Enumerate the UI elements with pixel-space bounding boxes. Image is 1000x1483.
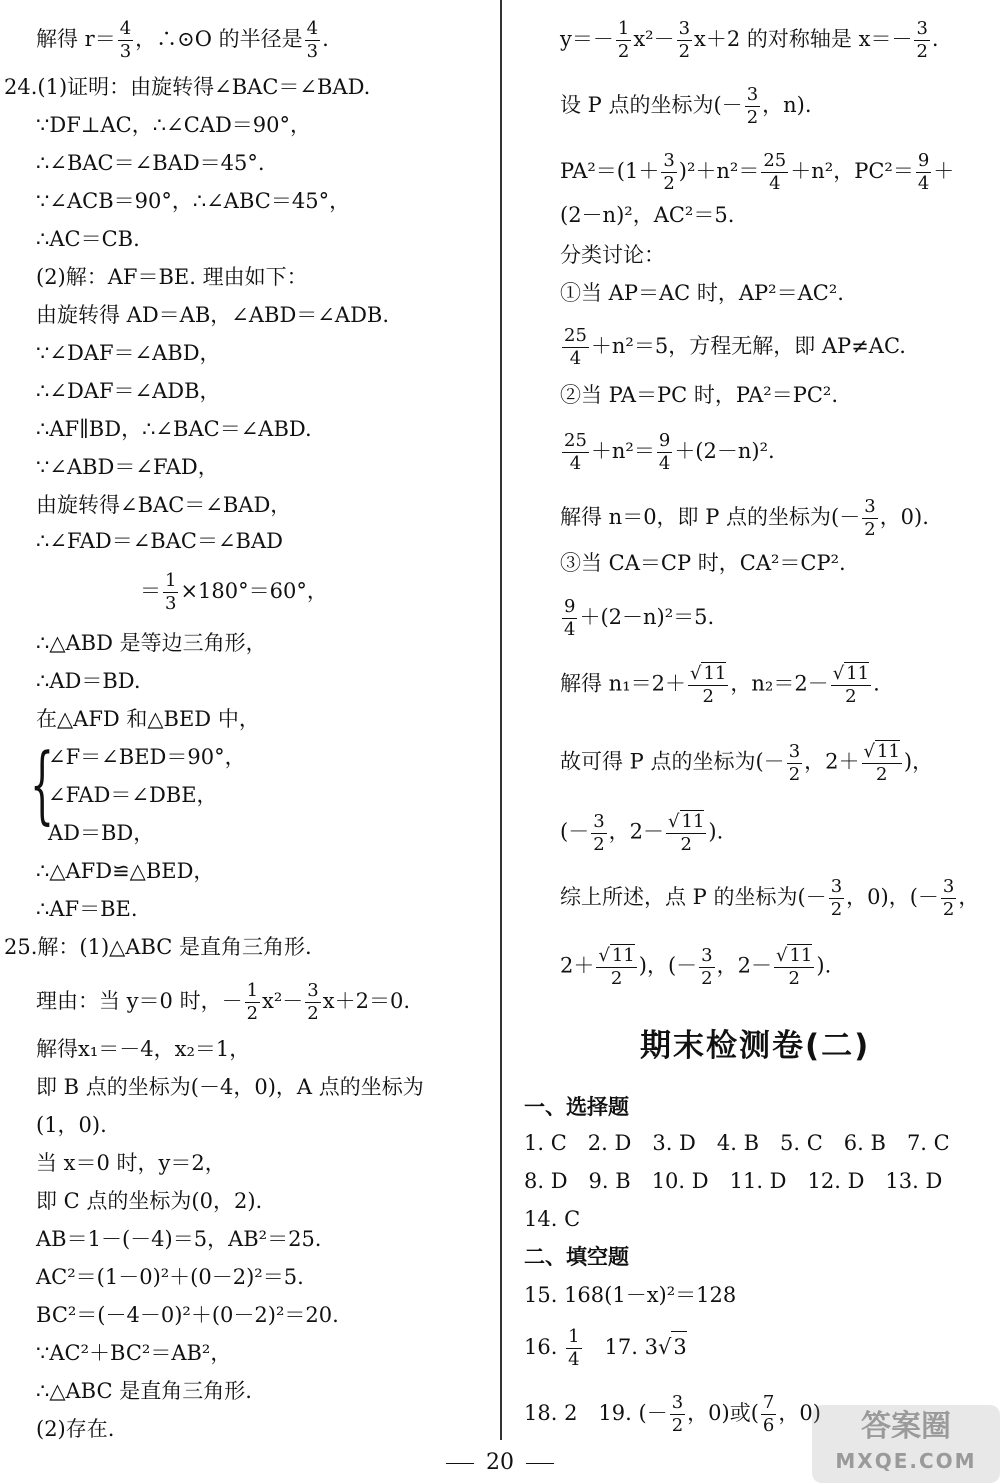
fraction: $\frac{1}{3}$ [165, 570, 177, 614]
fraction: $\frac{3}{2}$ [864, 496, 876, 540]
fraction: $\frac{3}{2}$ [942, 876, 955, 920]
fraction: $\frac{√ 11}{2}$ [689, 663, 727, 707]
solution-line: (－ $\frac{3}{2}$ ，2－ $\frac{√ 11}{2}$ ). [560, 810, 724, 855]
solution-line: y＝－ $\frac{1}{2}$ x²－ $\frac{3}{2}$ x＋2 的对称轴是 x＝－ $\frac{3}{2}$ . [560, 18, 939, 62]
solution-line: AB＝1－(－4)＝5，AB²＝25. [36, 1227, 322, 1251]
watermark-logo: 答案圈 MXQE.COM [812, 1405, 1000, 1483]
answer-line: 16. $\frac{1}{4}$ 17. 3√3 [524, 1326, 687, 1370]
solution-line: (2－n)²，AC²＝5. [560, 203, 735, 227]
solution-line: PA²＝(1＋ $\frac{3}{2}$ )²＋n²＝ $\frac{25}{4}$ ＋n²，PC²＝ $\frac{9}{4}$ ＋ [560, 150, 955, 194]
solution-line: ∴△AFD≌△BED， [36, 859, 215, 883]
solution-line: ∴AF∥BD，∴∠BAC＝∠ABD. [36, 417, 312, 441]
exam-title: 期末检测卷(二) [640, 1028, 871, 1064]
problem-25-heading: 25.解：(1)△ABC 是直角三角形. [4, 935, 312, 959]
answer-line: 8. D 9. B 10. D 11. D 12. D 13. D [524, 1169, 943, 1193]
column-divider [500, 0, 502, 1440]
solution-line: 综上所述，点 P 的坐标为(－ $\frac{3}{2}$ ，0)，(－ $\frac{3}{2}$ ， [560, 876, 980, 920]
solution-line: 即 B 点的坐标为(－4，0)，A 点的坐标为 [36, 1075, 424, 1099]
solution-line: 2＋ $\frac{√ 11}{2}$ )，(－ $\frac{3}{2}$ ，2－ $\frac{√ 11}{2}$ ). [560, 944, 832, 989]
answer-line: 15. 168(1－x)²＝128 [524, 1283, 737, 1307]
fraction: $\frac{3}{2}$ [701, 944, 713, 989]
text: 解得 r＝ [36, 27, 116, 51]
solution-line: (2)存在. [36, 1417, 115, 1441]
answer-line: 18. 2 19. (－ $\frac{3}{2}$ ，0)或( $\frac{7}{6}$ ，0) [524, 1392, 821, 1436]
solution-line: ∴∠BAC＝∠BAD＝45°. [36, 151, 265, 175]
fraction: $\frac{3}{2}$ [663, 150, 675, 194]
fraction: $\frac{25}{4}$ [564, 430, 587, 474]
solution-line: $\frac{25}{4}$ ＋n²＝5，方程无解，即 AP≠AC. [564, 325, 906, 369]
fraction: $\frac{3}{2}$ [746, 84, 759, 128]
fraction: $\frac{3}{2}$ [788, 740, 801, 785]
fraction: $\frac{1}{2}$ [246, 980, 259, 1024]
solution-line: 设 P 点的坐标为(－ $\frac{3}{2}$ ，n). [560, 84, 812, 128]
solution-line: ∵∠ACB＝90°，∴∠ABC＝45°， [36, 189, 351, 213]
fraction: $\frac{1}{4}$ [568, 1326, 580, 1370]
fraction: $\frac{√ 11}{2}$ [598, 945, 635, 989]
solution-line: ∵DF⊥AC，∴∠CAD＝90°， [36, 113, 311, 137]
fraction: $\frac{4}{3}$ [119, 18, 132, 62]
fraction: $\frac{3}{2}$ [916, 18, 928, 62]
solution-line: ∴AC＝CB. [36, 227, 140, 251]
solution-line: AC²＝(1－0)²＋(0－2)²＝5. [36, 1265, 304, 1289]
solution-line: $\frac{25}{4}$ ＋n²＝ $\frac{9}{4}$ ＋(2－n)². [564, 430, 775, 474]
solution-line: 当 x＝0 时，y＝2， [36, 1151, 226, 1175]
solution-line: 理由：当 y＝0 时，－ $\frac{1}{2}$ x²－ $\frac{3}{2}$ x＋2＝0. [36, 980, 410, 1024]
solution-line: (2)解：AF＝BE. 理由如下： [36, 265, 308, 289]
solution-line: ∠F＝∠BED＝90°， [48, 745, 246, 769]
solution-line: ∵∠DAF＝∠ABD， [36, 341, 221, 365]
fraction: $\frac{25}{4}$ [564, 325, 587, 369]
fraction: $\frac{25}{4}$ [763, 150, 787, 194]
fraction: $\frac{3}{2}$ [307, 980, 319, 1024]
solution-line: ②当 PA＝PC 时，PA²＝PC². [560, 383, 838, 407]
solution-line: ∠FAD＝∠DBE， [48, 783, 218, 807]
square-root: 3 [671, 1331, 686, 1362]
fraction: $\frac{1}{2}$ [617, 18, 630, 62]
fraction: $\frac{√ 11}{2}$ [832, 663, 870, 707]
solution-line: AD＝BD， [48, 821, 155, 845]
fraction: $\frac{3}{2}$ [830, 876, 843, 920]
solution-line: 解得 r＝ $\frac{4}{3}$ ，∴⊙O 的半径是 $\frac{4}{3}$ . [36, 18, 329, 62]
problem-24-heading: 24.(1)证明：由旋转得∠BAC＝∠BAD. [4, 75, 371, 99]
fraction: $\frac{√ 11}{2}$ [668, 811, 705, 855]
solution-line: 由旋转得 AD＝AB，∠ABD＝∠ADB. [36, 303, 390, 327]
solution-line: ∴AF＝BE. [36, 897, 138, 921]
fraction: $\frac{9}{4}$ [564, 596, 576, 640]
answer-line: 14. C [524, 1207, 581, 1231]
fraction: $\frac{√ 11}{2}$ [863, 741, 900, 785]
solution-line: ③当 CA＝CP 时，CA²＝CP². [560, 551, 846, 575]
page-number: 20 [430, 1450, 570, 1475]
solution-line: (1，0). [36, 1113, 107, 1137]
solution-line: ∵∠ABD＝∠FAD， [36, 455, 219, 479]
fraction: $\frac{√ 11}{2}$ [775, 945, 813, 989]
fraction: $\frac{9}{4}$ [658, 430, 671, 474]
solution-line: ∴∠FAD＝∠BAC＝∠BAD [36, 529, 283, 553]
fraction: $\frac{3}{2}$ [678, 18, 691, 62]
solution-line: 即 C 点的坐标为(0，2). [36, 1189, 263, 1213]
section-heading-fill: 二、填空题 [524, 1245, 629, 1269]
fraction: $\frac{4}{3}$ [306, 18, 319, 62]
solution-line: 故可得 P 点的坐标为(－ $\frac{3}{2}$ ，2＋ $\frac{√ 11}{2}$ )， [560, 740, 934, 785]
solution-line: ∴△ABC 是直角三角形. [36, 1379, 252, 1403]
solution-line: 在△AFD 和△BED 中， [36, 707, 260, 731]
solution-line: ∴△ABD 是等边三角形， [36, 631, 267, 655]
fraction: $\frac{3}{2}$ [593, 810, 605, 855]
solution-line: 解得 n＝0，即 P 点的坐标为(－ $\frac{3}{2}$ ，0). [560, 496, 929, 540]
fraction: $\frac{7}{6}$ [762, 1392, 775, 1436]
solution-line: ∵AC²＋BC²＝AB²， [36, 1341, 232, 1365]
solution-line: 分类讨论： [560, 243, 665, 267]
solution-line: 解得 n₁＝2＋ $\frac{√ 11}{2}$ ，n₂＝2－ $\frac{√ 11}{2}$ . [560, 663, 880, 707]
solution-line: ∴AD＝BD. [36, 669, 141, 693]
solution-line: ∴∠DAF＝∠ADB， [36, 379, 221, 403]
solution-line: BC²＝(－4－0)²＋(0－2)²＝20. [36, 1303, 339, 1327]
solution-line: ①当 AP＝AC 时，AP²＝AC². [560, 281, 844, 305]
solution-line: $\frac{9}{4}$ ＋(2－n)²＝5. [564, 596, 715, 640]
system-brace: { [30, 735, 55, 833]
solution-line: ＝ $\frac{1}{3}$ ×180°＝60°， [140, 570, 328, 614]
solution-line: 解得x₁＝－4，x₂＝1， [36, 1037, 251, 1061]
fraction: $\frac{3}{2}$ [671, 1392, 684, 1436]
fraction: $\frac{9}{4}$ [917, 150, 930, 194]
answer-line: 1. C 2. D 3. D 4. B 5. C 6. B 7. C [524, 1131, 950, 1155]
section-heading-choice: 一、选择题 [524, 1095, 629, 1119]
solution-line: 由旋转得∠BAC＝∠BAD， [36, 493, 292, 517]
